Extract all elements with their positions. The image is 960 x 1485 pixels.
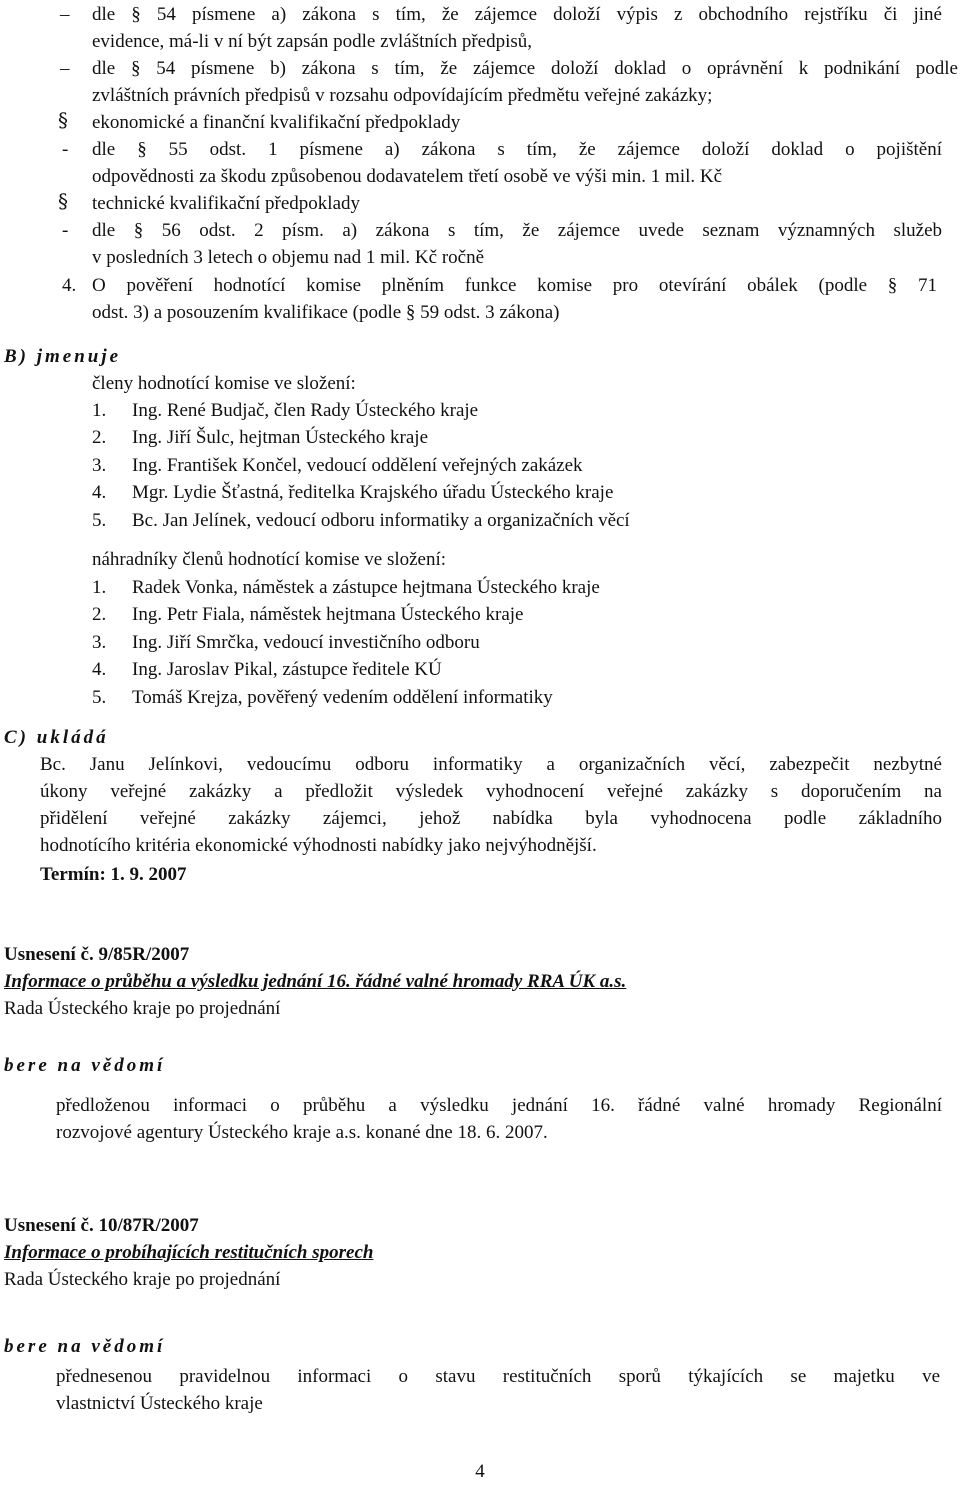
technical-heading: technické kvalifikační předpoklady: [92, 193, 361, 214]
resolution-title: Informace o probíhajících restitučních sporech: [4, 1242, 374, 1263]
economic-line-2: odpovědnosti za škodu způsobenou dodavatelem třetí osobě ve výši min. 1 mil. Kč: [92, 166, 723, 187]
section-c-line: Bc. Janu Jelínkovi, vedoucímu odboru informatiky a organizačních věcí, zabezpečit nezbytné: [40, 754, 942, 775]
substitutes-list: [92, 574, 600, 711]
economic-line-1: dle § 55 odst. 1 písmene a) zákona s tím, že zájemce doloží doklad o pojištění: [92, 139, 942, 160]
page-number: 4: [475, 1461, 485, 1482]
criterion-1-line-2: evidence, má-li v ní být zapsán podle zvláštních předpisů,: [92, 31, 533, 52]
resolution-title: Informace o průběhu a výsledku jednání 16. řádné valné hromady RRA ÚK a.s.: [4, 971, 627, 992]
item-4-line-2: odst. 3) a posouzením kvalifikace (podle § 59 odst. 3 zákona): [92, 302, 560, 323]
dash-marker: –: [60, 58, 70, 79]
section-b-label: B) jmenuje: [4, 346, 122, 367]
list-item: 1. Ing. René Budjač, člen Rady Ústeckého kraje: [92, 400, 479, 421]
technical-line-2: v posledních 3 letech o objemu nad 1 mil. Kč ročně: [92, 247, 485, 268]
section-c-label: C) ukládá: [4, 727, 109, 748]
list-item: 3. Ing. František Končel, vedoucí oddělení veřejných zakázek: [92, 454, 583, 476]
resolution-verb: bere na vědomí: [4, 1055, 166, 1076]
resolution-text-line-2: rozvojové agentury Ústeckého kraje a.s. konané dne 18. 6. 2007.: [56, 1122, 548, 1143]
resolution-text-line-1: předloženou informaci o průběhu a výsledku jednání 16. řádné valné hromady Regionální: [56, 1095, 942, 1116]
resolution-number: Usnesení č. 9/85R/2007: [4, 944, 190, 965]
list-item: 5. Bc. Jan Jelínek, vedoucí odboru informatiky a organizačních věcí: [92, 509, 630, 531]
section-c-line: přidělení veřejné zakázky zájemci, jehož nabídka byla vyhodnocena podle základního: [40, 808, 942, 829]
dash-marker: –: [60, 4, 70, 25]
resolution-verb: bere na vědomí: [4, 1336, 166, 1357]
list-item: 4. Ing. Jaroslav Pikal, zástupce ředitele KÚ: [92, 659, 442, 681]
section-c-last-line: hodnotícího kritéria ekonomické výhodnosti nabídky jako nejvýhodnější.: [40, 835, 597, 856]
resolution-text-line-1: přednesenou pravidelnou informaci o stavu restitučních sporů týkajících se majetku ve: [56, 1366, 940, 1387]
section-c-line: úkony veřejné zakázky a předložit výsledek vyhodnocení veřejné zakázky s doporučením na: [40, 781, 942, 802]
list-item: 4. Mgr. Lydie Šťastná, ředitelka Krajského úřadu Ústeckého kraje: [92, 482, 614, 504]
economic-heading: ekonomické a finanční kvalifikační předpoklady: [92, 112, 461, 133]
substitutes-intro: náhradníky členů hodnotící komise ve složení:: [92, 549, 447, 570]
members-intro: členy hodnotící komise ve složení:: [92, 373, 356, 394]
list-item: 2. Ing. Petr Fiala, náměstek hejtmana Ústeckého kraje: [92, 604, 524, 626]
section-sign-bullet: §: [58, 108, 68, 132]
section-sign-bullet: §: [58, 189, 68, 213]
resolution-intro: Rada Ústeckého kraje po projednání: [4, 998, 281, 1019]
list-item: 3. Ing. Jiří Smrčka, vedoucí investičního odboru: [92, 631, 480, 653]
resolution-text-line-2: vlastnictví Ústeckého kraje: [56, 1393, 263, 1414]
members-list: [92, 397, 630, 534]
resolution-intro: Rada Ústeckého kraje po projednání: [4, 1269, 281, 1290]
technical-line-1: dle § 56 odst. 2 písm. a) zákona s tím, že zájemce uvede seznam významných služeb: [92, 220, 942, 241]
list-item: 5. Tomáš Krejza, pověřený vedením oddělení informatiky: [92, 686, 553, 708]
criterion-2-line-1: dle § 54 písmene b) zákona s tím, že zájemce doloží doklad o oprávnění k podnikání podle: [92, 58, 958, 79]
resolution-number: Usnesení č. 10/87R/2007: [4, 1215, 199, 1236]
criterion-2-line-2: zvláštních právních předpisů v rozsahu odpovídajícím předmětu veřejné zakázky;: [92, 85, 713, 106]
item-4-line-1: O pověření hodnotící komise plněním funkce komise pro otevírání obálek (podle § 71: [92, 275, 937, 296]
hyphen-marker: -: [62, 139, 69, 160]
item-number: 4.: [62, 275, 77, 296]
criterion-1-line-1: dle § 54 písmene a) zákona s tím, že zájemce doloží výpis z obchodního rejstříku či jiné: [92, 4, 942, 25]
list-item: 2. Ing. Jiří Šulc, hejtman Ústeckého kraje: [92, 427, 429, 449]
hyphen-marker: -: [62, 220, 69, 241]
deadline: Termín: 1. 9. 2007: [40, 864, 187, 885]
list-item: 1. Radek Vonka, náměstek a zástupce hejtmana Ústeckého kraje: [92, 577, 600, 598]
